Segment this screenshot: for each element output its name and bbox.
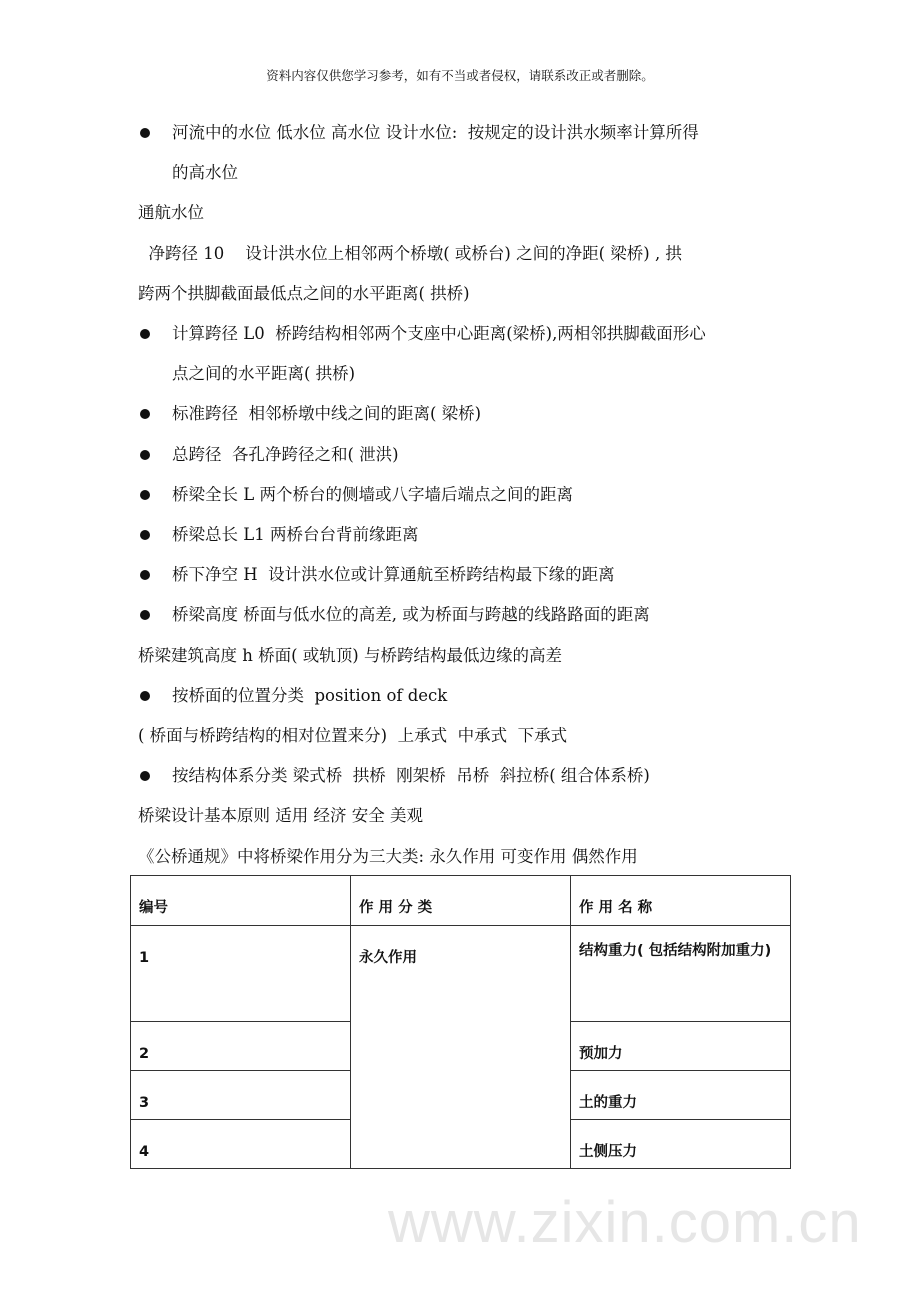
paragraph-line: 桥梁建筑高度 h 桥面( 或轨顶) 与桥跨结构最低边缘的高差 xyxy=(138,645,562,665)
bullet-icon xyxy=(140,450,150,460)
table-header-cell: 编号 xyxy=(131,876,351,926)
table-header-cell: 作 用 分 类 xyxy=(351,876,571,926)
bullet-item: 桥梁高度 桥面与低水位的高差, 或为桥面与跨越的线路路面的距离 xyxy=(172,605,650,625)
bullet-icon xyxy=(140,570,150,580)
cell-name: 土侧压力 xyxy=(571,1120,791,1169)
bullet-item: 标准跨径 相邻桥墩中线之间的距离( 梁桥) xyxy=(172,404,482,424)
cell-name: 土的重力 xyxy=(571,1071,791,1120)
paragraph-line: 《公桥通规》中将桥梁作用分为三大类: 永久作用 可变作用 偶然作用 xyxy=(138,846,638,866)
paragraph-line: 净跨径 10 设计洪水位上相邻两个桥墩( 或桥台) 之间的净距( 梁桥) , 拱 xyxy=(138,243,682,263)
cell-no: 1 xyxy=(131,926,351,1022)
bullet-icon xyxy=(140,128,150,138)
actions-table xyxy=(130,875,791,1169)
paragraph-line: 跨两个拱脚截面最低点之间的水平距离( 拱桥) xyxy=(138,283,470,303)
watermark: www.zixin.com.cn xyxy=(388,1190,862,1255)
header-notice: 资料内容仅供您学习参考，如有不当或者侵权，请联系改正或者删除。 xyxy=(266,68,654,83)
bullet-item: 桥梁全长 L 两个桥台的侧墙或八字墙后端点之间的距离 xyxy=(172,484,573,504)
cell-no: 3 xyxy=(131,1071,351,1120)
bullet-icon xyxy=(140,771,150,781)
paragraph-line: 点之间的水平距离( 拱桥) xyxy=(172,364,356,384)
cell-no: 2 xyxy=(131,1022,351,1071)
bullet-item: 桥下净空 H 设计洪水位或计算通航至桥跨结构最下缘的距离 xyxy=(172,565,615,585)
bullet-item: 计算跨径 L0 桥跨结构相邻两个支座中心距离(梁桥),两相邻拱脚截面形心 xyxy=(172,324,706,343)
bullet-item: 河流中的水位 低水位 高水位 设计水位: 按规定的设计洪水频率计算所得 xyxy=(172,123,699,142)
table-header-row xyxy=(131,876,791,926)
cell-name: 预加力 xyxy=(571,1022,791,1071)
cell-name: 结构重力( 包括结构附加重力) xyxy=(571,926,791,1022)
paragraph-line: ( 桥面与桥跨结构的相对位置来分) 上承式 中承式 下承式 xyxy=(138,726,568,745)
bullet-item: 按结构体系分类 梁式桥 拱桥 刚架桥 吊桥 斜拉桥( 组合体系桥) xyxy=(172,766,650,786)
paragraph-line: 桥梁设计基本原则 适用 经济 安全 美观 xyxy=(138,806,423,826)
paragraph-line: 通航水位 xyxy=(138,203,204,223)
cell-no: 4 xyxy=(131,1120,351,1169)
table-header-cell: 作 用 名 称 xyxy=(571,876,791,926)
bullet-icon xyxy=(140,490,150,500)
cell-category: 永久作用 xyxy=(351,926,571,1169)
bullet-icon xyxy=(140,691,150,701)
paragraph-line: 的高水位 xyxy=(172,163,238,183)
bullet-icon xyxy=(140,409,150,419)
bullet-icon xyxy=(140,530,150,540)
bullet-item: 按桥面的位置分类 position of deck xyxy=(172,685,448,705)
bullet-icon xyxy=(140,610,150,620)
table-row xyxy=(131,926,791,1022)
bullet-item: 桥梁总长 L1 两桥台台背前缘距离 xyxy=(172,525,419,544)
bullet-item: 总跨径 各孔净跨径之和( 泄洪) xyxy=(172,444,399,464)
bullet-icon xyxy=(140,329,150,339)
